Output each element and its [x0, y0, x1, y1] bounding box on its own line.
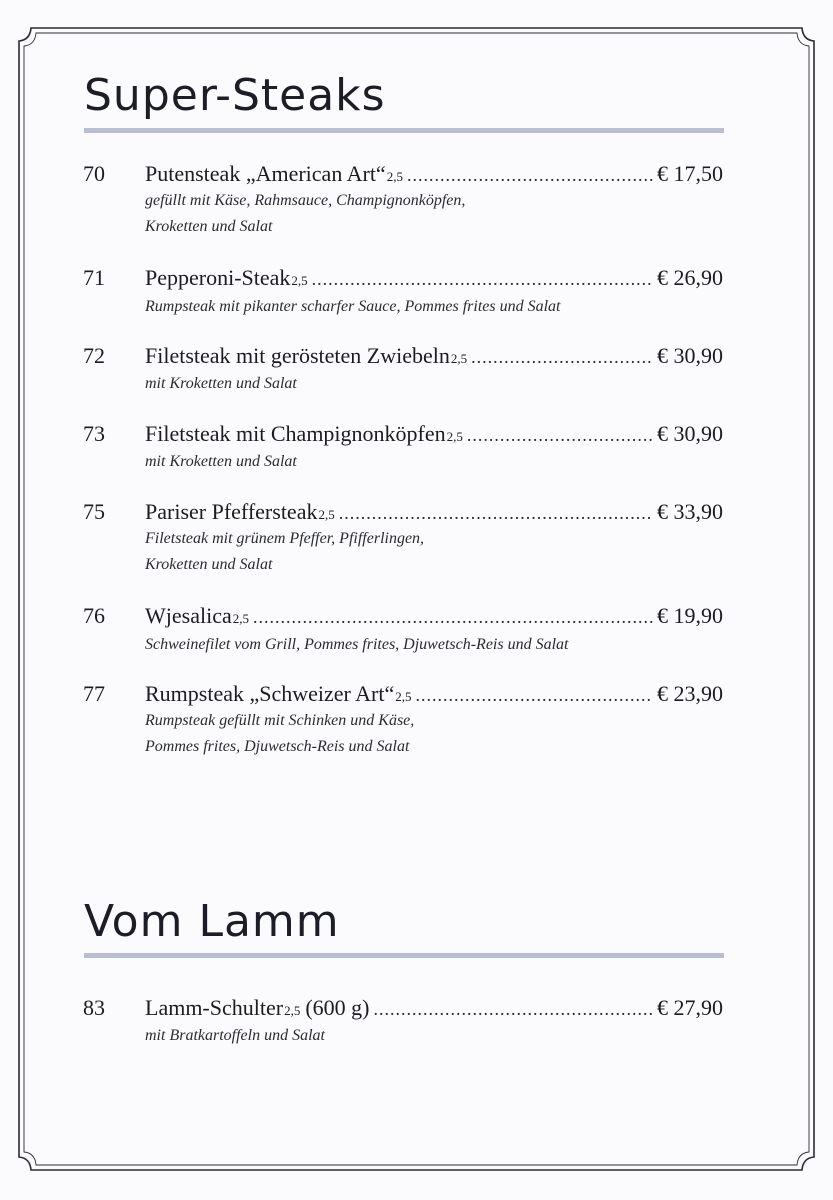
item-line — [145, 265, 723, 291]
allergen-note: 2,5 — [284, 1003, 301, 1018]
description-line: Kroketten und Salat — [145, 556, 273, 573]
description-line: Schweinefilet vom Grill, Pommes frites, Djuwetsch-Reis und Salat — [145, 636, 569, 653]
allergen-note: 2,5 — [291, 273, 308, 288]
item-description — [145, 371, 725, 397]
item-price: € 23,90 — [657, 681, 723, 706]
item-name: Pariser Pfeffersteak — [145, 499, 318, 524]
allergen-note: 2,5 — [318, 507, 335, 522]
item-description — [145, 449, 725, 475]
section-divider — [84, 953, 724, 958]
item-line — [145, 421, 723, 447]
item-number: 83 — [83, 995, 105, 1020]
description-line: Rumpsteak mit pikanter scharfer Sauce, Pommes frites und Salat — [145, 298, 561, 315]
section-divider — [84, 128, 724, 133]
dot-leader — [373, 999, 653, 1020]
item-price: € 30,90 — [657, 343, 723, 368]
item-line — [145, 343, 723, 369]
item-number: 73 — [83, 421, 105, 446]
item-description — [145, 188, 725, 240]
item-name: Wjesalica — [145, 603, 232, 628]
item-description — [145, 294, 725, 320]
dot-leader — [471, 347, 653, 368]
item-name: Filetsteak mit Champignonköpfen — [145, 421, 446, 446]
allergen-note: 2,5 — [232, 611, 249, 626]
item-price: € 30,90 — [657, 421, 723, 446]
item-description — [145, 526, 725, 578]
description-line: Kroketten und Salat — [145, 218, 273, 235]
allergen-note: 2,5 — [446, 429, 463, 444]
item-name: Rumpsteak „Schweizer Art“ — [145, 681, 395, 706]
item-number: 77 — [83, 681, 105, 706]
dot-leader — [407, 165, 653, 186]
dot-leader — [312, 269, 653, 290]
item-price: € 26,90 — [657, 265, 723, 290]
item-name: Lamm-Schulter — [145, 995, 284, 1020]
description-line: mit Bratkartoffeln und Salat — [145, 1027, 325, 1044]
dot-leader — [467, 425, 653, 446]
item-price: € 17,50 — [657, 161, 723, 186]
item-line — [145, 681, 723, 707]
item-portion: (600 g) — [305, 995, 370, 1020]
item-line — [145, 499, 723, 525]
item-number: 71 — [83, 265, 105, 290]
description-line: mit Kroketten und Salat — [145, 453, 297, 470]
section-title-super-steaks: Super-Steaks — [84, 70, 386, 121]
allergen-note: 2,5 — [386, 169, 403, 184]
description-line: Pommes frites, Djuwetsch-Reis und Salat — [145, 738, 410, 755]
item-price: € 27,90 — [657, 995, 723, 1020]
dot-leader — [339, 503, 653, 524]
item-description — [145, 632, 725, 658]
description-line: gefüllt mit Käse, Rahmsauce, Champignonköpfen, — [145, 192, 466, 209]
item-price: € 19,90 — [657, 603, 723, 628]
item-name: Pepperoni-Steak — [145, 265, 291, 290]
allergen-note: 2,5 — [395, 689, 412, 704]
description-line: Rumpsteak gefüllt mit Schinken und Käse, — [145, 712, 415, 729]
item-name: Filetsteak mit gerösteten Zwiebeln — [145, 343, 450, 368]
item-name: Putensteak „American Art“ — [145, 161, 386, 186]
item-number: 72 — [83, 343, 105, 368]
dot-leader — [253, 607, 653, 628]
description-line: mit Kroketten und Salat — [145, 375, 297, 392]
allergen-note: 2,5 — [450, 351, 468, 366]
item-price: € 33,90 — [657, 499, 723, 524]
dot-leader — [416, 685, 653, 706]
item-number: 76 — [83, 603, 105, 628]
item-description — [145, 708, 725, 760]
item-number: 70 — [83, 161, 105, 186]
item-line — [145, 603, 723, 629]
section-title-vom-lamm: Vom Lamm — [84, 896, 340, 947]
item-description — [145, 1023, 725, 1049]
item-line — [145, 161, 723, 187]
item-number: 75 — [83, 499, 105, 524]
item-line — [145, 995, 723, 1021]
description-line: Filetsteak mit grünem Pfeffer, Pfifferlingen, — [145, 530, 425, 547]
